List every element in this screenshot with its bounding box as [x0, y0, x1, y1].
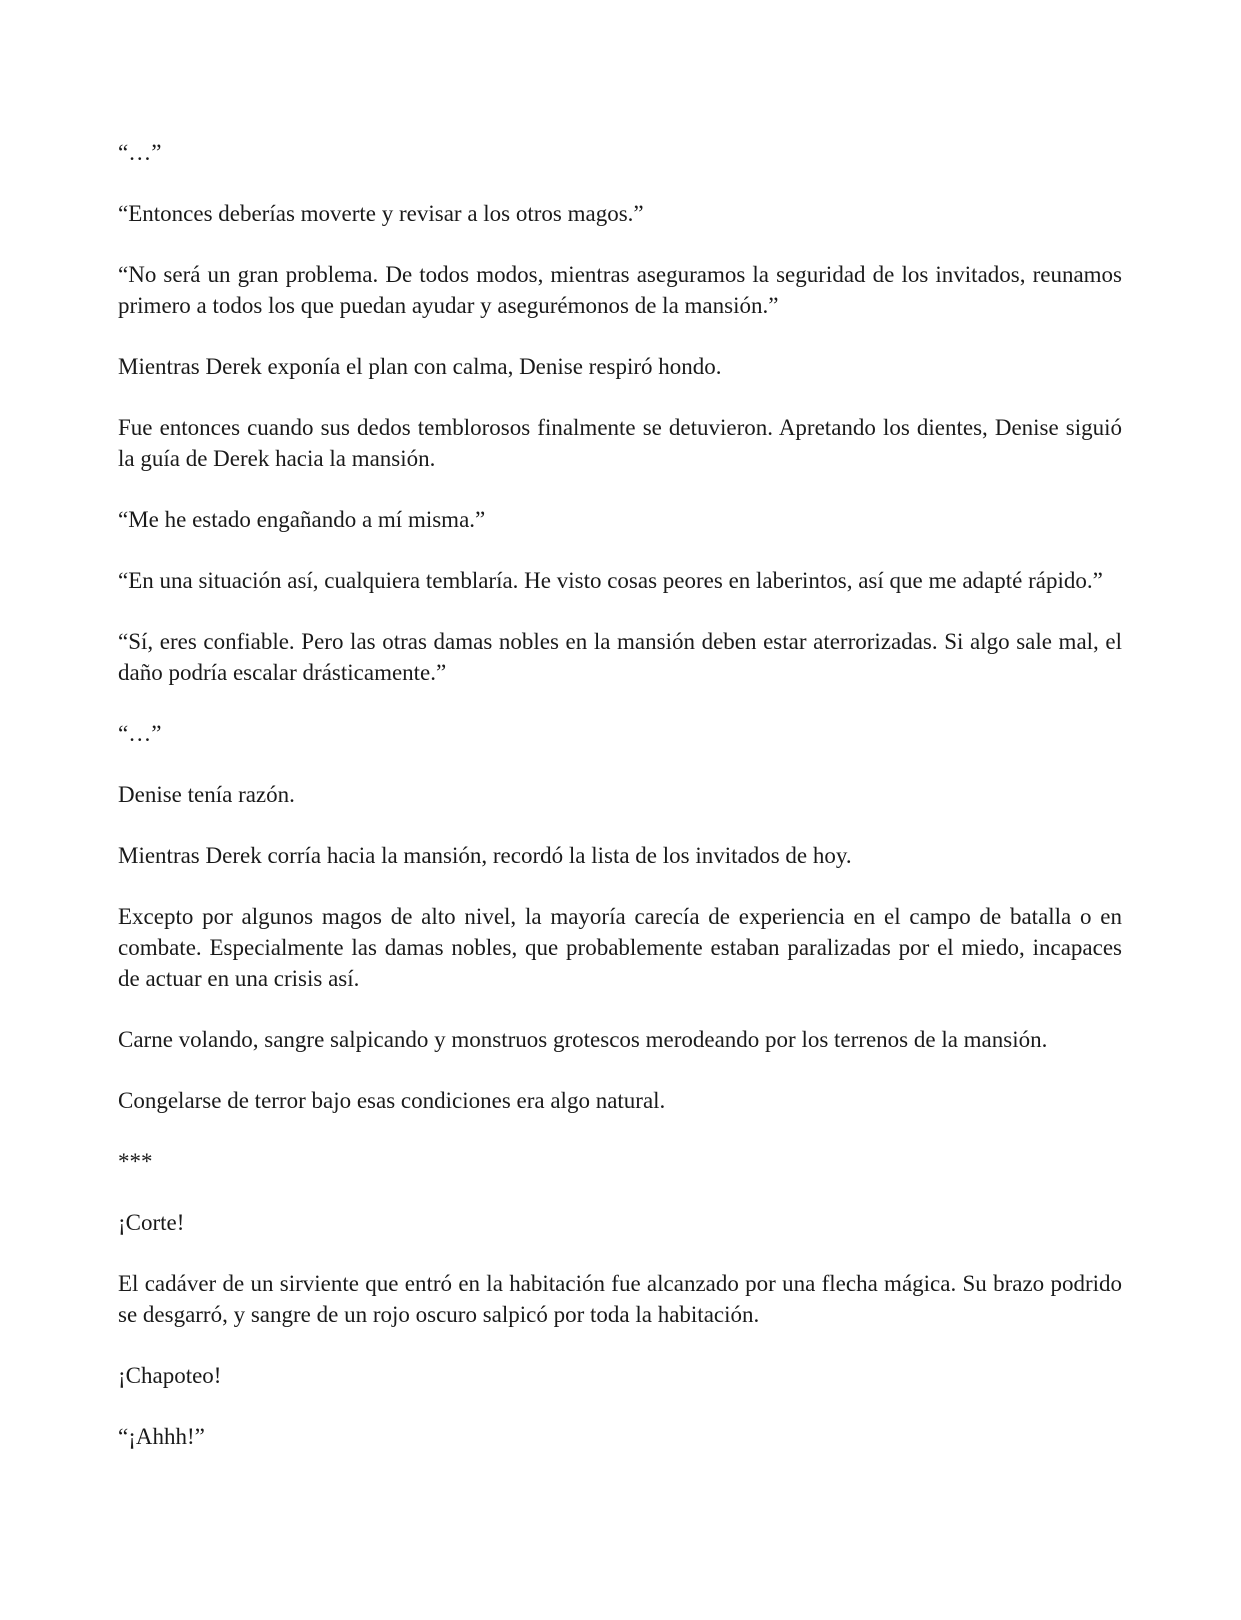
paragraph-narration: Congelarse de terror bajo esas condiciones era algo natural. — [118, 1088, 666, 1113]
paragraph-narration: Denise tenía razón. — [118, 782, 295, 807]
paragraph-dialogue: “En una situación así, cualquiera temblaría. He visto cosas peores en laberintos, así que me adapté rápido.” — [118, 568, 1103, 593]
paragraph-narration: Carne volando, sangre salpicando y monstruos grotescos merodeando por los terrenos de la mansión. — [118, 1027, 1048, 1052]
paragraph-sound-effect: ¡Corte! — [118, 1210, 185, 1235]
paragraph-narration: El cadáver de un sirviente que entró en la habitación fue alcanzado por una flecha mágica. Su brazo podrido se desgarró, y sangre de un rojo oscuro salpicó por toda la habitación. — [118, 1271, 1122, 1327]
paragraph-dialogue: “Me he estado engañando a mí misma.” — [118, 507, 486, 532]
paragraph-dialogue: “No será un gran problema. De todos modos, mientras aseguramos la seguridad de los invitados, reunamos primero a todos los que puedan ayudar y asegurémonos de la mansión.” — [118, 262, 1122, 318]
paragraph-dialogue: “Entonces deberías moverte y revisar a los otros magos.” — [118, 201, 644, 226]
paragraph-narration: Fue entonces cuando sus dedos temblorosos finalmente se detuvieron. Apretando los dientes, Denise siguió la guía de Derek hacia la mansión. — [118, 415, 1122, 471]
paragraph-dialogue: “¡Ahhh!” — [118, 1424, 205, 1449]
paragraph-ellipsis-2: “…” — [118, 721, 162, 746]
paragraph-ellipsis-1: “…” — [118, 140, 162, 165]
document-body — [118, 137, 1122, 1482]
paragraph-narration: Excepto por algunos magos de alto nivel, la mayoría carecía de experiencia en el campo de batalla o en combate. Especialmente las damas nobles, que probablemente estaban paralizadas por el miedo, incapaces de actuar en una crisis así. — [118, 904, 1122, 991]
paragraph-narration: Mientras Derek exponía el plan con calma, Denise respiró hondo. — [118, 354, 722, 379]
paragraph-dialogue: “Sí, eres confiable. Pero las otras damas nobles en la mansión deben estar aterrorizadas. Si algo sale mal, el daño podría escalar drásticamente.” — [118, 629, 1122, 685]
paragraph-narration: Mientras Derek corría hacia la mansión, recordó la lista de los invitados de hoy. — [118, 843, 852, 868]
scene-break: *** — [118, 1149, 153, 1174]
paragraph-sound-effect: ¡Chapoteo! — [118, 1363, 222, 1388]
